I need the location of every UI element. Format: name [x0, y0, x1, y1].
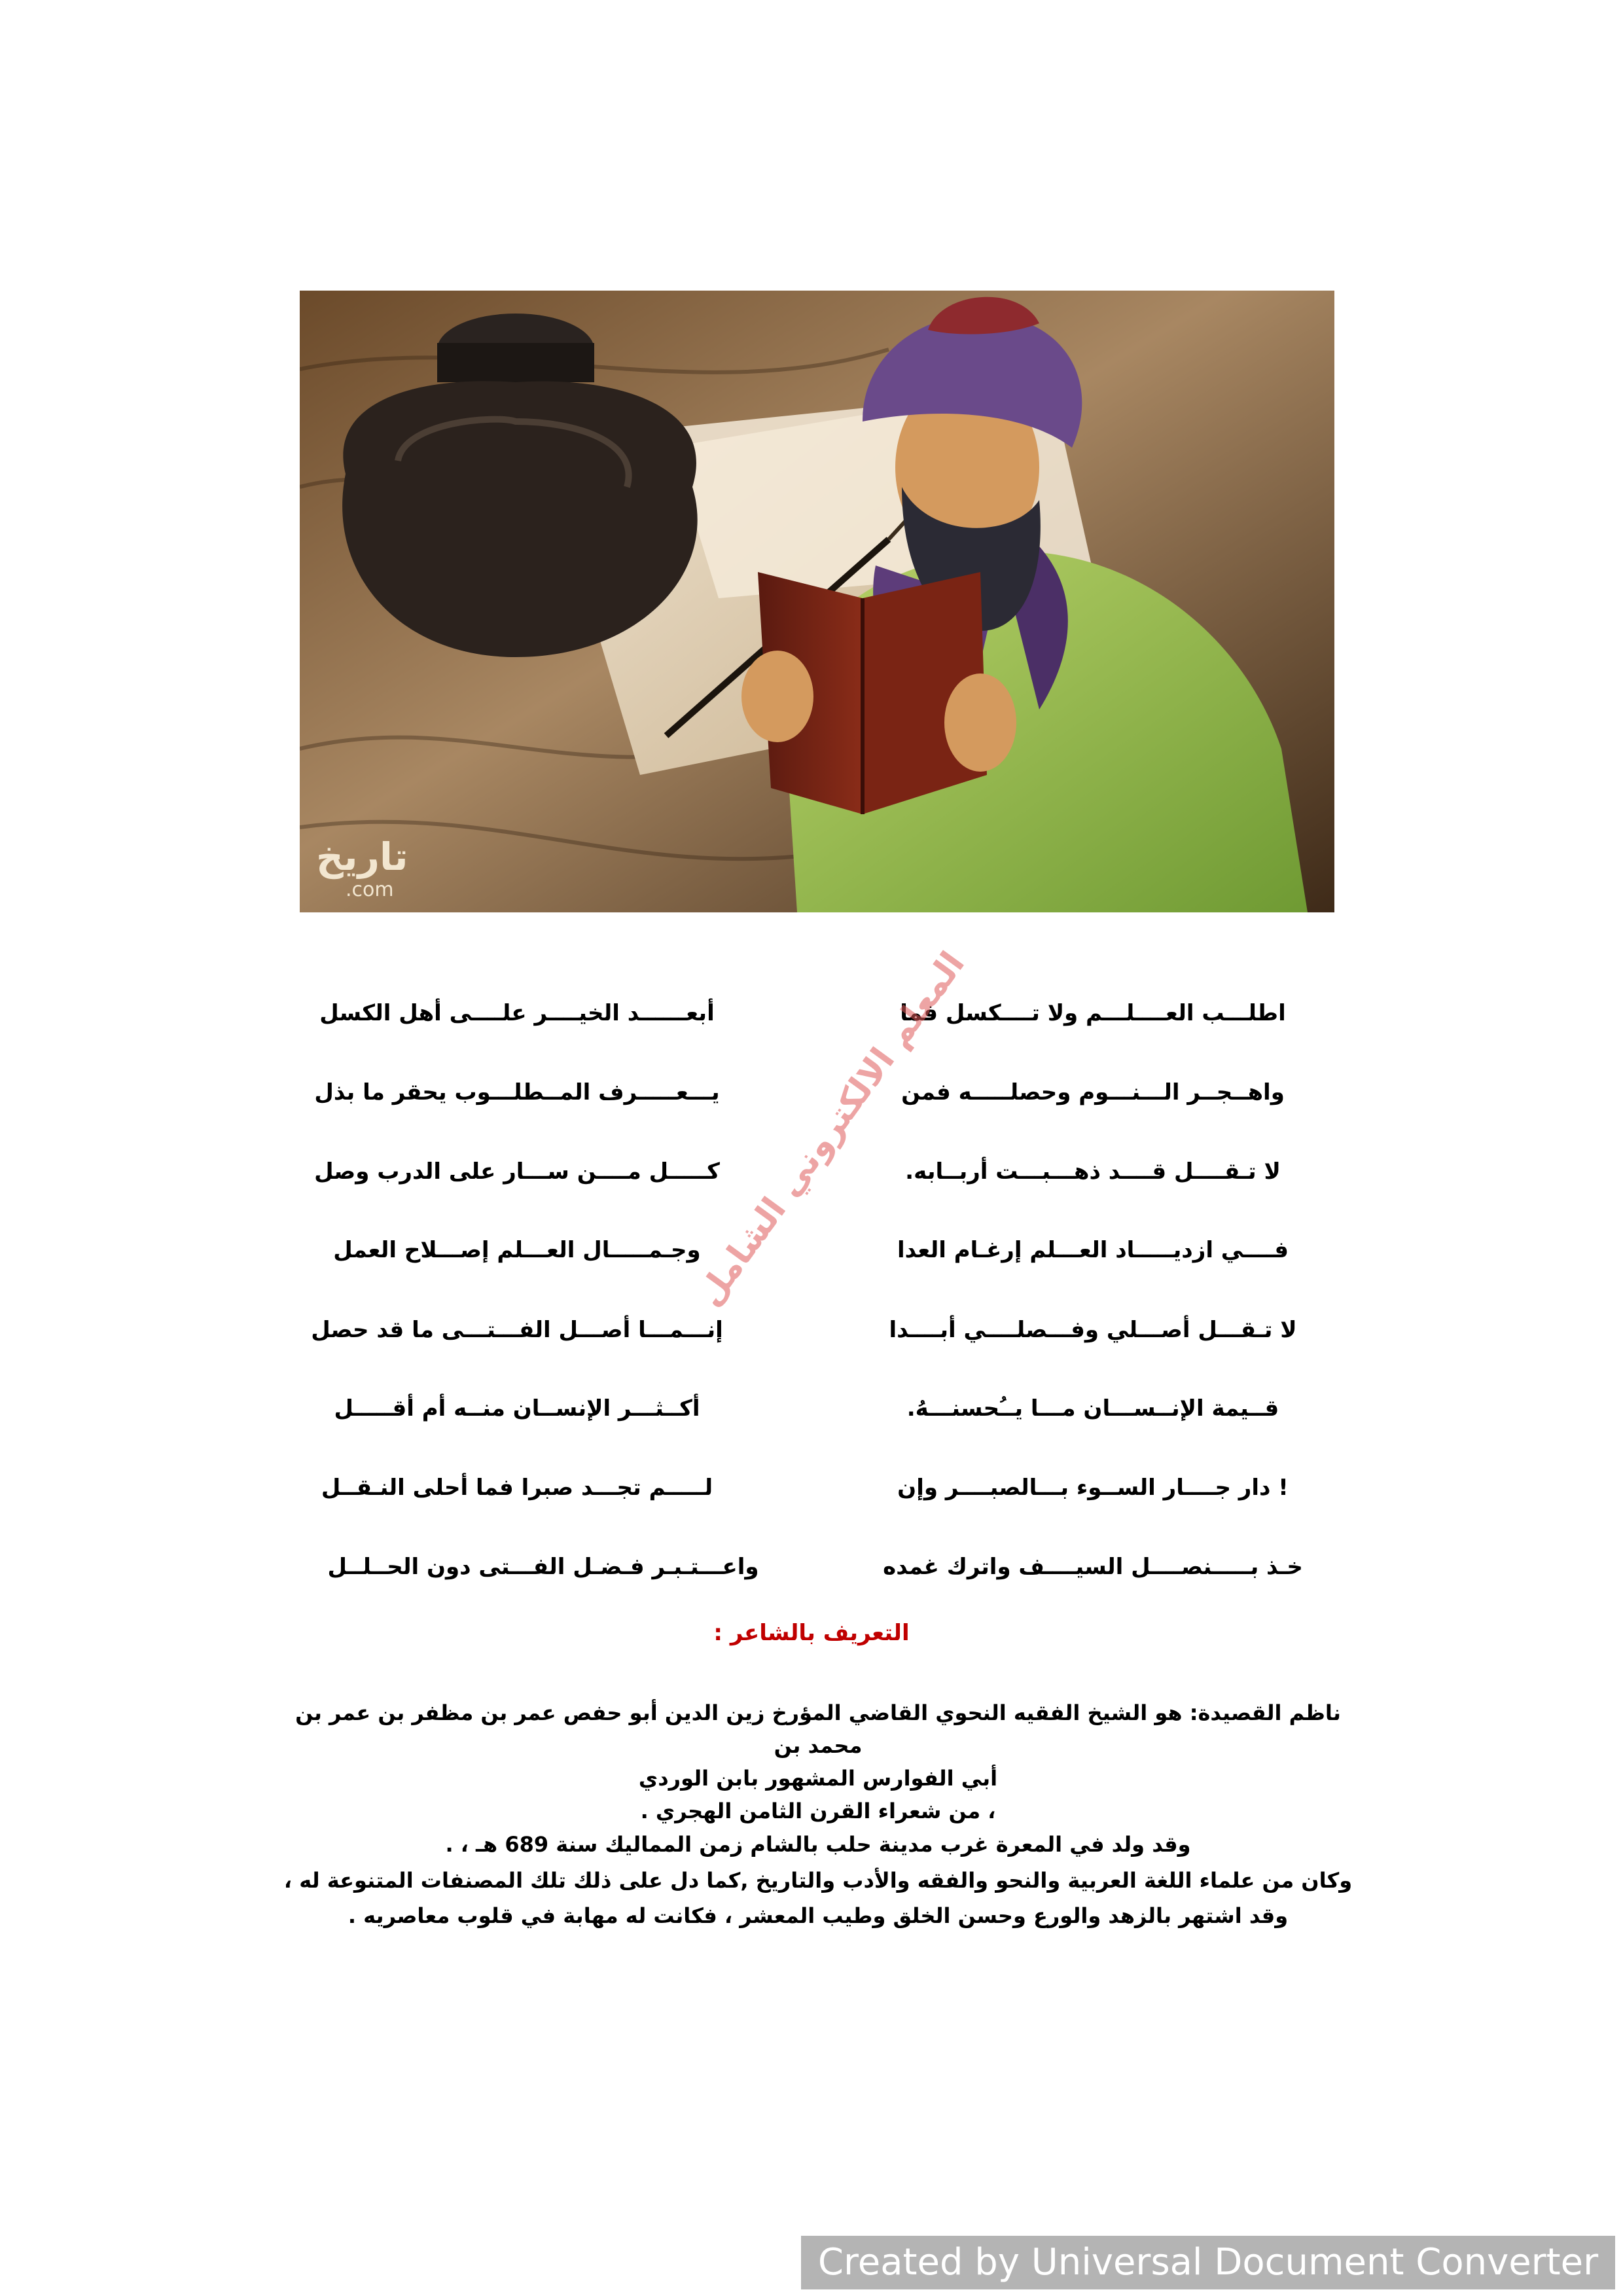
verse-2-first-hemistich: واهــجــر الـــنـــوم وحصلـــــه فمن — [901, 1079, 1285, 1105]
bio-line-6: وكان من علماء اللغة العربية والنحو والفقه والأدب والتاريخ ,كما دل على ذلك تلك المصنفات المتنوعة له ، — [283, 1868, 1353, 1893]
verse-4-second-hemistich: وجـمـــــال العـــلم إصـــلاح العمل — [333, 1237, 701, 1263]
verse-5-first-hemistich: لا تـقـــل أصـــلي وفـــصلــــي أبــــدا — [889, 1317, 1297, 1343]
scholar-illustration — [300, 291, 1334, 912]
site-watermark: المعلم الالكتروني الشامل — [689, 944, 973, 1314]
logo-suffix: .com — [346, 878, 394, 901]
converter-banner: Created by Universal Document Converter — [801, 2236, 1615, 2289]
verse-5-second-hemistich: إنـــمـــا أصـــل الفـــتـــى ما قد حصل — [311, 1317, 723, 1343]
bio-line-7: وقد اشتهر بالزهد والورع وحسن الخلق وطيب المعشر ، فكانت له مهابة في قلوب معاصريه . — [348, 1903, 1289, 1928]
poet-section-heading: التعريف بالشاعر : — [713, 1620, 910, 1646]
bio-line-3: أبي الفوارس المشهور بابن الوردي — [638, 1766, 998, 1791]
verse-3-second-hemistich: كـــــل مــــن ســـار على الدرب وصل — [314, 1158, 720, 1185]
scholar-reading-image — [300, 291, 1334, 912]
verse-7-first-hemistich: ! دار جــــار الســوء بـــالصبــــر وإن — [897, 1475, 1289, 1501]
verse-1-second-hemistich: أبعــــــد الخيــــر علــــى أهل الكسل — [319, 1000, 715, 1026]
bio-line-5: وقد ولد في المعرة غرب مدينة حلب بالشام زمن المماليك سنة 689 هـ ، . — [445, 1832, 1191, 1857]
bio-line-1: ناظم القصيدة: هو الشيخ الفقيه النحوي القاضي المؤرخ زين الدين أبو حفص عمر بن مظفر بن عمر بن — [295, 1700, 1341, 1725]
verse-1-first-hemistich: اطلـــب العــــلـــم ولا تــــكسل فما — [900, 1000, 1286, 1026]
verse-6-second-hemistich: أكــثـــر الإنســان منــه أم أقـــــل — [334, 1395, 700, 1422]
verse-6-first-hemistich: قــيمة الإنــســـان مـــا يــُحسنـــهُ. — [906, 1395, 1279, 1422]
verse-2-second-hemistich: يـــعـــــرف المــطلـــوب يحقر ما بذل — [314, 1079, 720, 1105]
poet-biography — [209, 1695, 1427, 1933]
verse-4-first-hemistich: فــــي ازديـــــاد العـــلم إرغـام العدا — [897, 1237, 1289, 1263]
bio-line-4: ، من شعراء القرن الثامن الهجري . — [640, 1799, 996, 1823]
verse-8-first-hemistich: خـذ بـــــنصــــل السيــــف واترك غمده — [883, 1554, 1303, 1580]
verse-8-second-hemistich: واعـــتـبـر فـضـل الفـــتى دون الحــلــل — [327, 1554, 759, 1580]
bio-line-2: محمد بن — [774, 1733, 863, 1758]
verse-3-first-hemistich: لا تـقــــل قــــد ذهـــبـــت أربــابه. — [905, 1158, 1281, 1185]
verse-7-second-hemistich: لـــــم تجـــد صبرا فما أحلى النـقــل — [321, 1475, 713, 1501]
logo-text: تاريخ — [316, 834, 408, 879]
